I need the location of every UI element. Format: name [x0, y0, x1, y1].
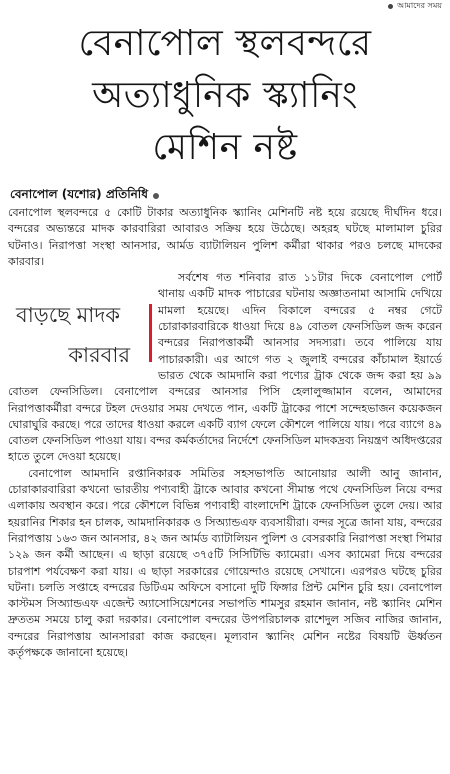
paragraph-3: বেনাপোল আমদানি রপ্তানিকারক সমিতির সহসভাপতি আনোয়ার আলী আনু জানান, চোরাকারবারিরা কখনো ভারতীয় পণ্যবাহী ট্রাকে আবার কখনো সীমান্ত পথে ফেনসিডিল নিয়ে বন্দর এলাকায় অবস্থান করে। পরে কৌশলে বিভিন্ন পণ্যবাহী বাংলাদেশি ট্রাকে ফেনসিডিল তুলে দেয়। আর হয়রানির শিকার হন চালক, আমদানিকারক ও সিঅ্যান্ডএফ ব্যবসায়ীরা। বন্দর সূত্রে জানা যায়, বন্দরের নিরাপত্তায় ১৬৩ জন আনসার, ৪২ জন আর্মড ব্যাটালিয়ন পুলিশ ও বেসরকারি নিরাপত্তা সংস্থা পিমার ১২৯ জন কর্মী আছেন। এ ছাড়া রয়েছে ৩৭৫টি সিসিটিভি ক্যামেরা। এসব ক্যামেরা দিয়ে বন্দরের চারপাশ পর্যবেক্ষণ করা যায়। এ ছাড়া সরকারের গোয়েন্দাও রয়েছে সেখানে। এরপরও ঘটছে চুরির ঘটনা। চলতি সপ্তাহে বন্দরের ডিটিএম অফিসে বসানো দুটি ফিঙ্গার প্রিন্ট মেশিন চুরি হয়। বেনাপোল কাস্টমস সিঅ্যান্ডএফ এজেন্ট অ্যাসোসিয়েশনের সভাপতি শামসুর রহমান জানান, নষ্ট স্ক্যানিং মেশিন দ্রুততম সময়ে চালু করা দরকার। বেনাপোল বন্দরের উপপরিচালক রাশেদুল সজিব নাজির জানান, বন্দরের নিরাপত্তায় আনসাররা কাজ করছেন। মূল্যবান স্ক্যানিং মেশিন নষ্টের বিষয়টি ঊর্ধ্বতন কর্তৃপক্ষকে জানানো হয়েছে। — [8, 466, 442, 660]
headline-line-1: বেনাপোল স্থলবন্দরে — [78, 23, 372, 64]
page-header — [0, 0, 450, 12]
headline-line-3: মেশিন নষ্ট — [152, 127, 298, 168]
pull-quote — [8, 296, 152, 378]
bullet-icon — [388, 4, 393, 9]
paragraph-1: বেনাপোল স্থলবন্দরে ৫ কোটি টাকার অত্যাধুনিক স্ক্যানিং মেশিনটি নষ্ট হয়ে রয়েছে দীর্ঘদিন ধরে। বন্দরের অভ্যন্তরে মাদক কারবারিরা আবারও সক্রিয় হয়ে উঠেছে। অহরহ ঘটছে মালামাল চুরির ঘটনাও। নিরাপত্তা সংস্থা আনসার, আর্মড ব্যাটালিয়ন পুলিশ কর্মীরা থাকার পরও চলছে মাদকের কারবার। — [8, 206, 442, 268]
headline — [0, 18, 450, 174]
byline-text: বেনাপোল (যশোর) প্রতিনিধি — [10, 187, 148, 201]
pull-quote-divider — [149, 304, 152, 362]
bullet-icon — [153, 193, 159, 199]
paragraph-2: সর্বশেষ গত শনিবার রাত ১১টার দিকে বেনাপোল পোর্ট থানায় একটি মাদক পাচারের ঘটনায় অজ্ঞাতনামা আসামি দেখিয়ে মামলা হয়েছে। এদিন বিকালে বন্দরের ৫ নম্বর গেটে চোরাকারবারিকে ধাওয়া দিয়ে ৪৯ বোতল ফেনসিডিল জব্দ করেন বন্দরের নিরাপত্তাকর্মী আনসার সদস্যরা। তবে পালিয়ে যায় পাচারকারী। এর আগে গত ২ জুলাই বন্দরের কাঁচামাল ইয়ার্ডে ভারত থেকে আমদানি করা পণ্যের ট্রাক থেকে জব্দ করা হয় ৯৯ বোতল ফেনসিডিল। বেনাপোল বন্দরের আনসার পিসি হেলালুজ্জামান বলেন, আমাদের নিরাপত্তাকর্মীরা বন্দরে টহল দেওয়ার সময় দেখতে পান, একটি ট্রাকের পাশে সন্দেহভাজন কয়েকজন ঘোরাঘুরি করছে। পরে তাদের ধাওয়া করলে একটি ব্যাগ ফেলে কৌশলে পালিয়ে যায়। পরে ব্যাগে ৪৯ বোতল ফেনসিডিল পাওয়া যায়। বন্দর কর্মকর্তাদের নির্দেশে ফেনসিডিল মাদকদ্রব্য নিয়ন্ত্রণ অধিদপ্তরের হাতে তুলে দেওয়া হয়েছে। — [8, 271, 442, 464]
pull-quote-line-2: কারবার — [68, 343, 130, 368]
section-name: আমাদের সময় — [397, 1, 442, 10]
byline — [10, 186, 159, 206]
article-body — [8, 205, 442, 661]
headline-line-2: অত্যাধুনিক স্ক্যানিং — [92, 75, 358, 116]
pull-quote-line-1: বাড়ছে মাদক — [16, 303, 121, 328]
